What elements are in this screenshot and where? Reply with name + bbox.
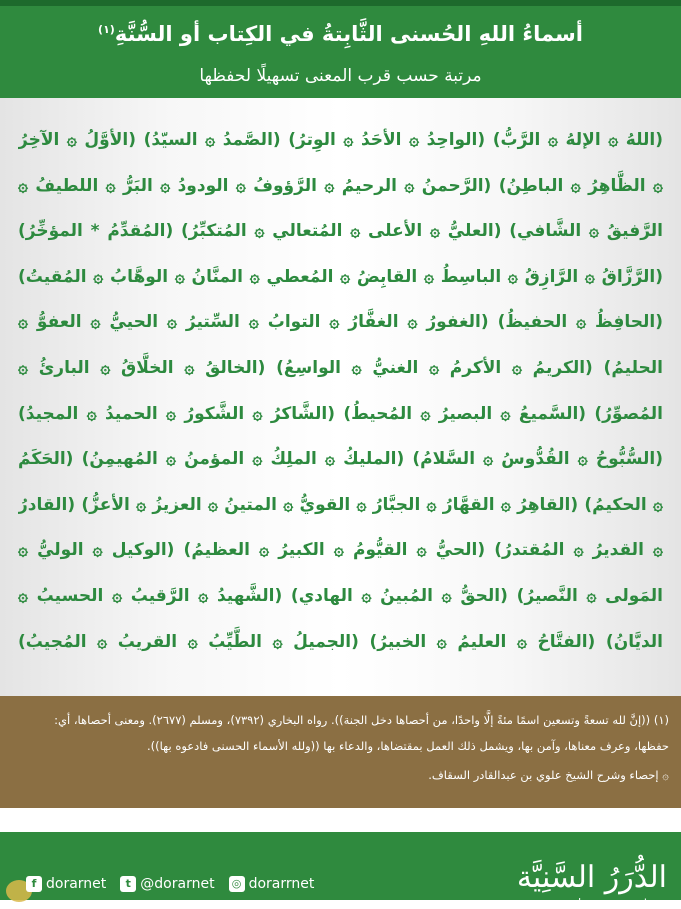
footnote-credit: ۞ إحصاء وشرح الشيخ علوي بن عبدالقادر السقاف.: [428, 768, 669, 782]
page-subtitle: مرتبة حسب قرب المعنى تسهيلًا لحفظها: [199, 66, 482, 86]
page-title-text: أسماءُ اللهِ الحُسنى الثَّابِتةُ في الكِتاب أو السُّنَّةِ: [114, 22, 583, 46]
footnote-line-2: حفظها، وعرف معناها، وآمن بها، ويشمل ذلك العمل بمقتضاها، والدعاء بها ((ولله الأسماء الحسنى فادعوه بها)).: [147, 739, 669, 753]
names-line-6: الحليمُ) (الكريمُ ۞ الأكرمُ ۞ الغنيُّ ۞ الواسِعُ) (الخالقُ ۞ الخلَّاقُ ۞ البارئُ ۞: [18, 357, 663, 378]
footnote-line-1: (١) ((إنَّ لله تسعةً وتسعين اسمًا مئةً إلَّا واحدًا، من أحصاها دخل الجنة)). رواه البخاري (٧٣٩٢)، ومسلم (٢٦٧٧). ومعنى أحصاها، أي:: [54, 713, 669, 727]
names-line-3: الرَّفيقُ ۞ الشَّافي) (العليُّ ۞ الأعلى ۞ المُتعالي ۞ المُتكبِّرُ) (المُقدِّمُ * المؤخِّرُ): [18, 221, 663, 242]
footnote-panel: [0, 696, 681, 808]
names-line-7: المُصوِّرُ) (السَّميعُ ۞ البصيرُ ۞ المُحيطُ) (الشَّاكرُ ۞ الشَّكورُ ۞ الحميدُ ۞ المجيدُ): [18, 403, 663, 424]
names-line-5: (الحافِظُ ۞ الحفيظُ) (الغفورُ ۞ الغفَّارُ ۞ التوابُ ۞ السِّتيرُ ۞ الحييُّ ۞ العفوُّ ۞: [18, 312, 663, 333]
facebook-handle: dorarnet: [46, 876, 107, 892]
facebook-link[interactable]: [26, 876, 106, 892]
twitter-handle: @dorarnet: [140, 876, 215, 892]
names-line-2: ۞ الظَّاهِرُ ۞ الباطِنُ) (الرَّحمنُ ۞ الرحيمُ ۞ الرَّؤوفُ ۞ الودودُ ۞ البَرُّ ۞ اللطيفُ ۞: [18, 175, 663, 196]
names-line-10: ۞ القديرُ ۞ المُقتدرُ) (الحيُّ ۞ القيُّومُ ۞ الكبيرُ ۞ العظيمُ) (الوكيل ۞ الوليُّ ۞: [18, 540, 663, 561]
brand-url: www.dorar.net: [532, 896, 652, 909]
brand-logo[interactable]: [517, 860, 667, 909]
names-panel: [0, 98, 681, 696]
names-line-8: (السُّبُّوحُ ۞ القُدُّوسُ ۞ السَّلامُ) (المليكُ ۞ الملِكُ ۞ المؤمنُ ۞ المُهيمِنُ) (الحَكَمُ: [18, 449, 663, 470]
header-top-strip: [0, 0, 681, 6]
names-line-12: الديَّانُ) (الفتَّاحُ ۞ العليمُ ۞ الخبيرُ) (الجميلُ ۞ الطَّيِّبُ ۞ القريبُ ۞ المُجيبُ): [18, 631, 663, 652]
names-line-4: (الرَّزَّاقُ ۞ الرَّازِقُ ۞ الباسِطُ ۞ القابِضُ ۞ المُعطي ۞ المنَّانُ ۞ الوهَّابُ ۞ المُقيتُ): [18, 266, 663, 287]
footer: [0, 808, 681, 909]
facebook-icon: f: [26, 876, 42, 892]
names-line-1: (اللهُ ۞ الإلهُ ۞ الرَّبُّ) (الواحِدُ ۞ الأحَدُ ۞ الوِترُ) (الصَّمدُ ۞ السيّدُ) (الأوَّلُ ۞ الآخِرُ: [18, 130, 663, 150]
header-banner: [0, 0, 681, 98]
names-line-11: المَولى ۞ النَّصيرُ) (الحقُّ ۞ المُبينُ ۞ الهادي) (الشَّهيدُ ۞ الرَّقيبُ ۞ الحسيبُ ۞: [18, 585, 663, 606]
instagram-icon: ◎: [229, 876, 245, 892]
brand-name-arabic: الدُّرَرُ السَّنِيَّة: [516, 860, 667, 895]
instagram-handle: dorarrnet: [248, 876, 315, 892]
twitter-icon: t: [120, 876, 136, 892]
page-title: [0, 22, 681, 46]
instagram-link[interactable]: [229, 876, 315, 892]
names-list: [18, 118, 663, 665]
twitter-link[interactable]: [120, 876, 214, 892]
footer-bar: [0, 832, 681, 909]
names-line-9: ۞ الحكيمُ) (القاهِرُ ۞ القهَّارُ ۞ الجبَّارُ ۞ القويُّ ۞ المتينُ ۞ العزيزُ ۞ الأعزُّ) (القادرُ: [18, 494, 663, 515]
social-links: [26, 876, 314, 892]
footnote-marker: (١): [98, 23, 115, 36]
